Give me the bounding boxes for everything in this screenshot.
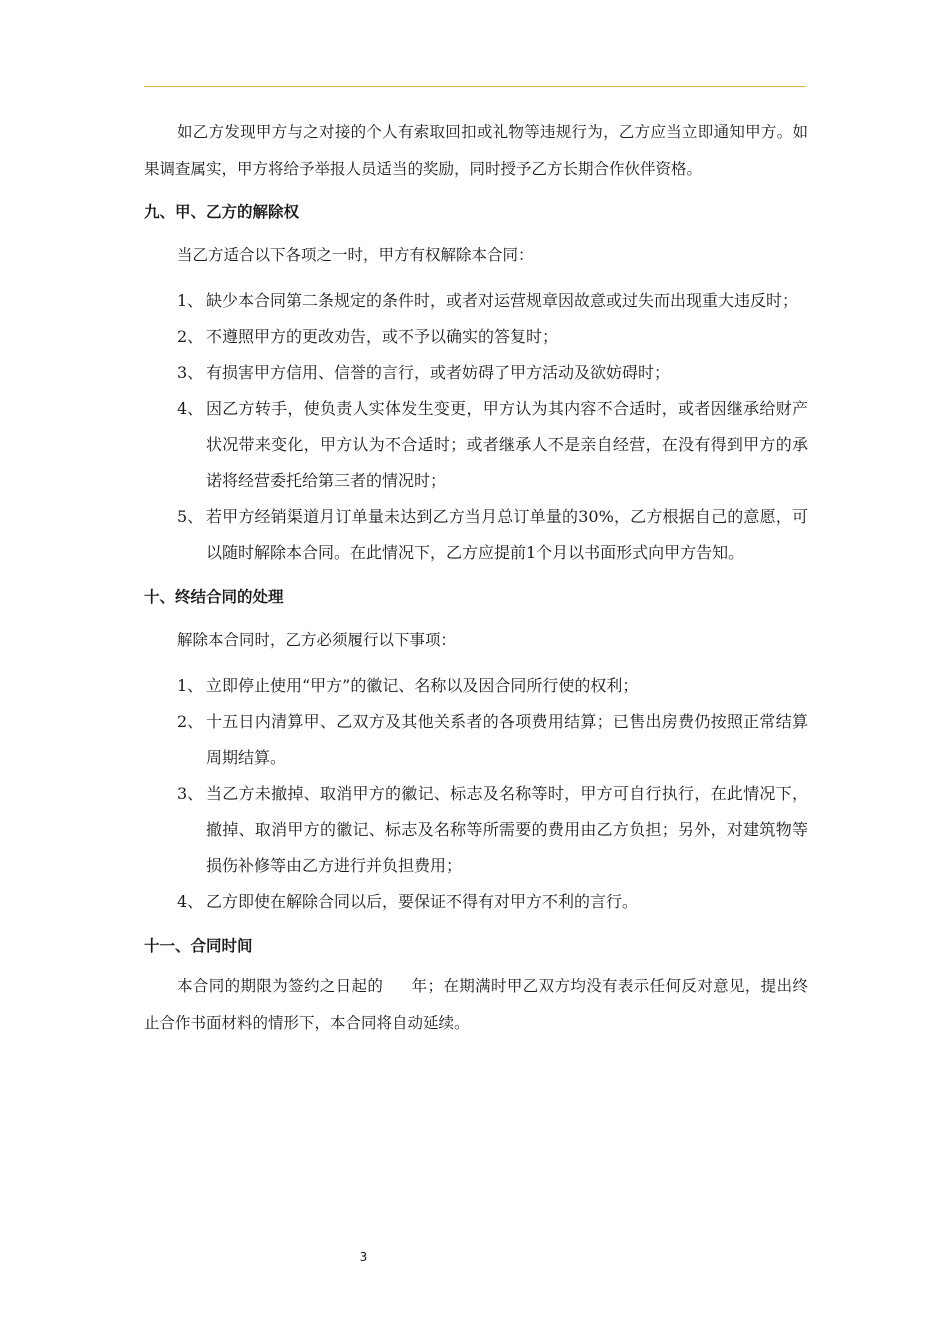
section-10-list — [144, 668, 808, 920]
section-9-intro: 当乙方适合以下各项之一时，甲方有权解除本合同： — [177, 246, 534, 264]
intro-paragraph: 如乙方发现甲方与之对接的个人有索取回扣或礼物等违规行为，乙方应当立即通知甲方。如果调查属实，甲方将给予举报人员适当的奖励，同时授予乙方长期合作伙伴资格。 — [144, 123, 808, 178]
list-item — [144, 884, 808, 920]
list-item — [144, 668, 808, 704]
list-item — [144, 704, 808, 776]
list-text: 十五日内清算甲、乙双方及其他关系者的各项费用结算；已售出房费仍按照正常结算周期结算。 — [206, 712, 808, 767]
list-item — [144, 391, 808, 499]
section-11-title: 十一、合同时间 — [144, 937, 253, 955]
term-text-before: 本合同的期限为签约之日起的 — [177, 977, 384, 995]
section-9-list — [144, 283, 808, 571]
list-number: 4、 — [177, 399, 204, 418]
list-text: 因乙方转手，使负责人实体发生变更，甲方认为其内容不合适时，或者因继承给财产状况带来变化，甲方认为不合适时；或者继承人不是亲自经营，在没有得到甲方的承诺将经营委托给第三者的情况时； — [206, 399, 808, 490]
list-number: 1、 — [177, 676, 204, 695]
list-number: 2、 — [177, 327, 204, 346]
list-item — [144, 319, 808, 355]
list-text: 当乙方未撤掉、取消甲方的徽记、标志及名称等时，甲方可自行执行，在此情况下，撤掉、取消甲方的徽记、标志及名称等所需要的费用由乙方负担；另外，对建筑物等损伤补修等由乙方进行并负担费用； — [206, 784, 808, 875]
list-text: 乙方即使在解除合同以后，要保证不得有对甲方不利的言行。 — [206, 892, 639, 911]
list-item — [144, 355, 808, 391]
list-text: 若甲方经销渠道月订单量未达到乙方当月总订单量的30%，乙方根据自己的意愿，可以随时解除本合同。在此情况下，乙方应提前1个月以书面形式向甲方告知。 — [206, 507, 808, 562]
list-item — [144, 499, 808, 571]
section-9-title: 九、甲、乙方的解除权 — [144, 203, 300, 221]
list-number: 4、 — [177, 892, 204, 911]
list-number: 3、 — [177, 363, 204, 382]
list-number: 3、 — [177, 784, 204, 803]
list-text: 立即停止使用“甲方”的徽记、名称以及因合同所行使的权利； — [206, 676, 639, 695]
section-11-text — [144, 968, 808, 1042]
list-item — [144, 776, 808, 884]
page-number: 3 — [359, 1250, 368, 1264]
list-item — [144, 283, 808, 319]
list-text: 缺少本合同第二条规定的条件时，或者对运营规章因故意或过失而出现重大违反时； — [206, 291, 799, 310]
section-10-intro: 解除本合同时，乙方必须履行以下事项： — [177, 631, 457, 649]
header-rule — [144, 86, 806, 87]
list-number: 5、 — [177, 507, 204, 526]
list-number: 1、 — [177, 291, 204, 310]
list-text: 不遵照甲方的更改劝告，或不予以确实的答复时； — [206, 327, 559, 346]
section-10-title: 十、终结合同的处理 — [144, 588, 284, 606]
term-text-after: 年；在期满时甲乙双方均没有表示任何反对意见，提出终止合作书面材料的情形下，本合同将自动延续。 — [144, 977, 808, 1032]
list-number: 2、 — [177, 712, 204, 731]
document-body — [144, 114, 808, 1042]
list-text: 有损害甲方信用、信誉的言行，或者妨碍了甲方活动及欲妨碍时； — [206, 363, 671, 382]
